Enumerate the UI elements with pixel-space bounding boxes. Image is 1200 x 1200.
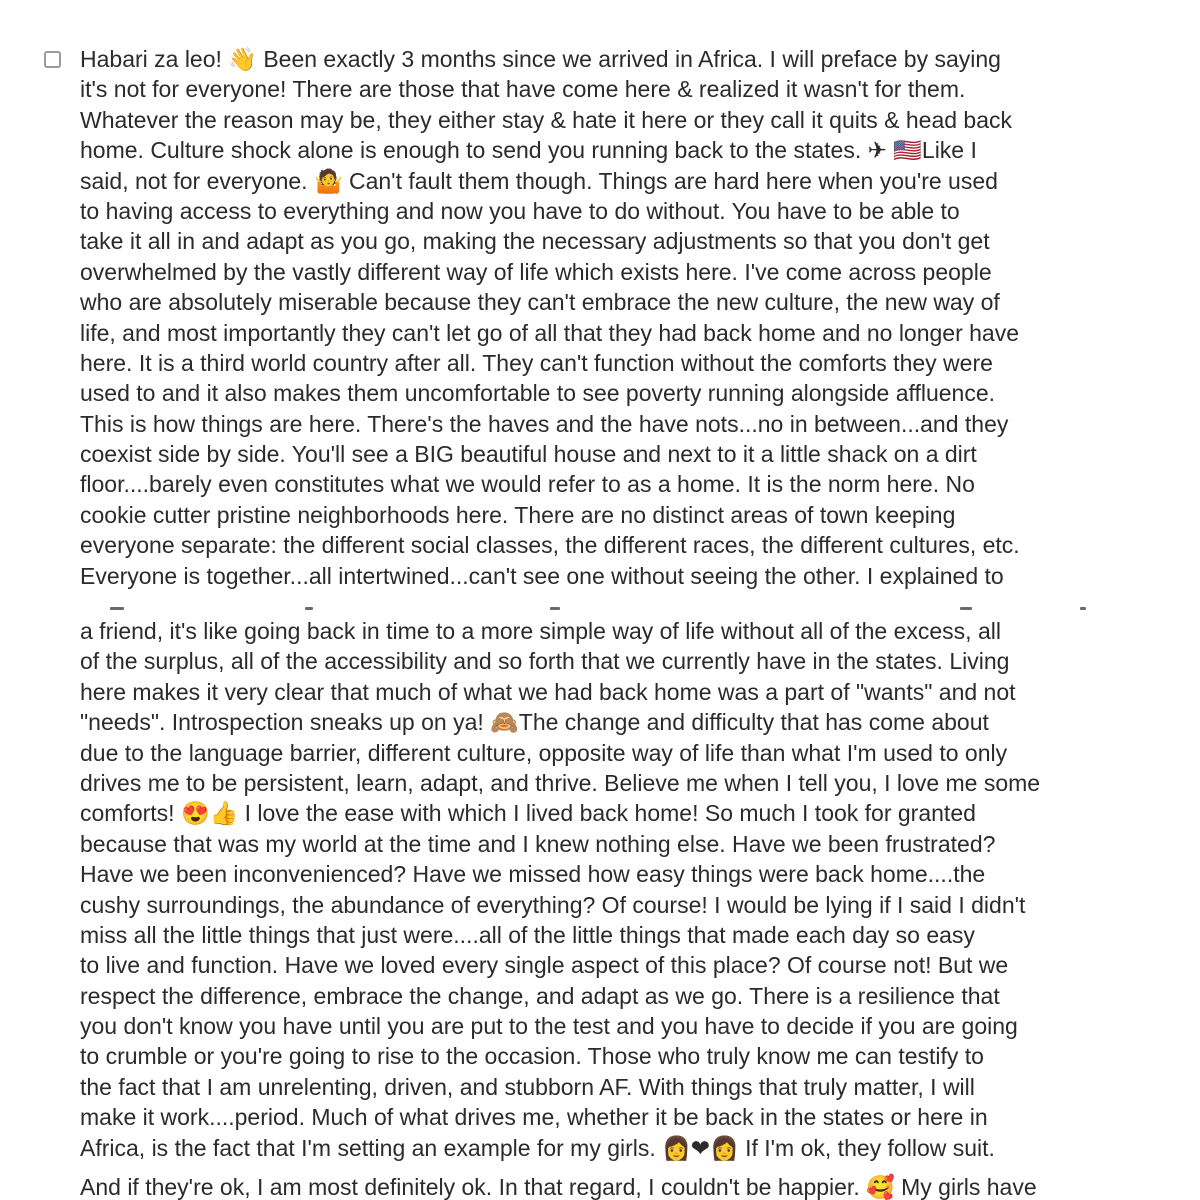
note-line: comforts! 😍👍 I love the ease with which I lived back home! So much I took for granted [80,800,976,827]
note-line: Africa, is the fact that I'm setting an example for my girls. 👩❤👩 If I'm ok, they follow suit. [80,1134,995,1161]
note-line: Whatever the reason may be, they either stay & hate it here or they call it quits & head back [80,106,1012,133]
note-line: coexist side by side. You'll see a BIG beautiful house and next to it a little shack on a dirt [80,441,977,468]
note-line: cookie cutter pristine neighborhoods here. There are no distinct areas of town keeping [80,501,956,528]
note-line: here. It is a third world country after all. They can't function without the comforts they were [80,349,993,376]
note-line: who are absolutely miserable because they can't embrace the new culture, the new way of [80,289,1000,316]
note-line: you don't know you have until you are put to the test and you have to decide if you are going [80,1013,1018,1040]
note-line: And if they're ok, I am most definitely ok. In that regard, I couldn't be happier. 🥰 My girls have [80,1174,1037,1200]
note-line: to live and function. Have we loved every single aspect of this place? Of course not! But we [80,952,1009,979]
note-line: used to and it also makes them uncomfortable to see poverty running alongside affluence. [80,380,996,407]
note-line: to having access to everything and now you have to do without. You have to be able to [80,197,960,224]
note-line: take it all in and adapt as you go, making the necessary adjustments so that you don't get [80,228,990,255]
note-line: said, not for everyone. 🤷 Can't fault them though. Things are hard here when you're used [80,167,998,194]
note-line: overwhelmed by the vastly different way of life which exists here. I've come across people [80,258,992,285]
note-line: because that was my world at the time and I knew nothing else. Have we been frustrated? [80,830,996,857]
note-cutoff-line [80,1170,1170,1200]
note-checkbox[interactable] [44,51,61,68]
note-line: This is how things are here. There's the haves and the have nots...no in between...and they [80,410,1009,437]
note-line: Have we been inconvenienced? Have we missed how easy things were back home....the [80,861,986,888]
note-line: miss all the little things that just were....all of the little things that made each day so easy [80,921,975,948]
note-line: a friend, it's like going back in time to a more simple way of life without all of the excess, all [80,618,1001,644]
note-line: everyone separate: the different social classes, the different races, the different cultures, etc. [80,532,1020,559]
note-line: drives me to be persistent, learn, adapt, and thrive. Believe me when I tell you, I love me some [80,769,1041,796]
note-line: Everyone is together...all intertwined...can't see one without seeing the other. I explained to [80,562,1004,589]
note-line: Habari za leo! 👋 Been exactly 3 months since we arrived in Africa. I will preface by saying [80,46,1001,72]
note-line: the fact that I am unrelenting, driven, and stubborn AF. With things that truly matter, I will [80,1073,975,1100]
note-line: make it work....period. Much of what drives me, whether it be back in the states or here in [80,1104,988,1131]
note-line: due to the language barrier, different culture, opposite way of life than what I'm used to only [80,739,1008,766]
note-line: here makes it very clear that much of what we had back home was a part of "wants" and not [80,678,1016,705]
note-line: to crumble or you're going to rise to the occasion. Those who truly know me can testify to [80,1043,984,1070]
note-line: of the surplus, all of the accessibility and so forth that we currently have in the states. Living [80,648,1010,675]
note-line: floor....barely even constitutes what we would refer to as a home. It is the norm here. No [80,471,975,498]
note-line: home. Culture shock alone is enough to send you running back to the states. ✈ 🇺🇸Like I [80,137,977,164]
note-line: respect the difference, embrace the change, and adapt as we go. There is a resilience that [80,982,1000,1009]
note-text-part-1 [80,44,1170,591]
note-line: "needs". Introspection sneaks up on ya! 🙈The change and difficulty that has come about [80,709,989,736]
note-line: life, and most importantly they can't let go of all that they had back home and no longer have [80,319,1020,346]
note-text-part-2 [80,616,1170,1163]
screenshot-seam [80,606,1170,612]
note-line: cushy surroundings, the abundance of everything? Of course! I would be lying if I said I didn't [80,891,1026,918]
note-line: it's not for everyone! There are those that have come here & realized it wasn't for them. [80,76,966,103]
